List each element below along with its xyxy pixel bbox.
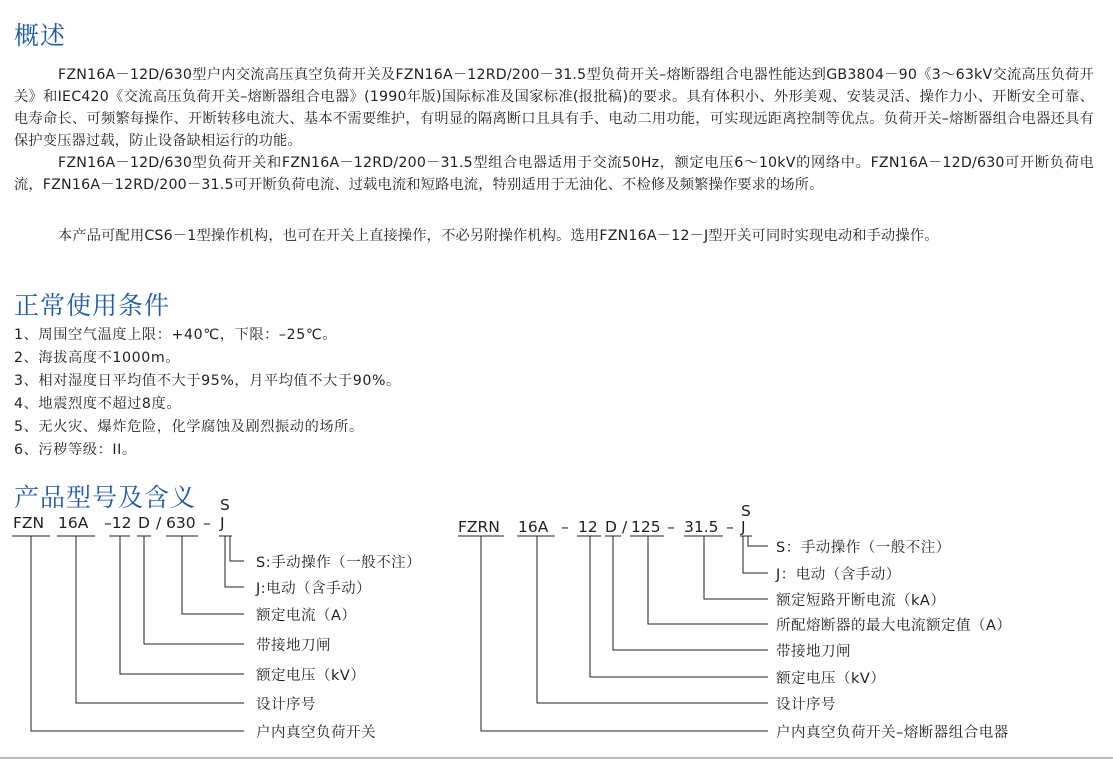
leader-fzrn xyxy=(481,536,768,731)
left-code-d: D xyxy=(138,514,150,532)
leader-fzn xyxy=(31,536,244,731)
condition-item-5: 5、无火灾、爆炸危险，化学腐蚀及剧烈振动的场所。 xyxy=(14,419,364,435)
conditions-heading: 正常使用条件 xyxy=(14,291,171,320)
left-label-design-no: 设计序号 xyxy=(256,697,316,713)
right-label-rated-voltage: 额定电压（kV） xyxy=(776,671,886,687)
left-label-j: J:电动（含手动） xyxy=(256,581,372,597)
left-code-slash: / xyxy=(156,514,162,532)
right-code-slash: / xyxy=(622,518,628,536)
right-code-dash-3: – xyxy=(726,518,734,536)
leader-rs xyxy=(748,536,768,546)
overview-paragraph-3: 本产品可配用CS6－1型操作机构，也可在开关上直接操作，不必另附操作机构。选用FZN16A－12－J型开关可同时实现电动和手动操作。 xyxy=(58,228,939,244)
right-code-fzrn: FZRN xyxy=(458,518,500,536)
right-label-s: S：手动操作（一般不注） xyxy=(776,540,951,556)
left-label-rated-current: 额定电流（A） xyxy=(256,608,357,624)
right-code-dash-1: – xyxy=(561,518,569,536)
condition-item-3: 3、相对湿度日平均值不大于95%，月平均值不大于90%。 xyxy=(14,373,401,389)
model-heading: 产品型号及含义 xyxy=(14,483,197,512)
left-code-j: J xyxy=(220,514,225,532)
leader-630 xyxy=(182,536,244,614)
condition-item-4: 4、地震烈度不超过8度。 xyxy=(14,396,182,412)
right-label-fuse-rating: 所配熔断器的最大电流额定值（A） xyxy=(776,618,1012,634)
condition-item-6: 6、污秽等级：II。 xyxy=(14,442,137,458)
leader-r12 xyxy=(590,536,768,677)
left-code-dash: – xyxy=(203,514,211,532)
left-code-fzn: FZN xyxy=(13,514,45,532)
right-label-earthing-switch: 带接地刀闸 xyxy=(776,644,851,660)
right-code-dash-2: – xyxy=(667,518,675,536)
leader-125 xyxy=(648,536,768,624)
left-code-12: –12 xyxy=(104,514,132,532)
right-code-315: 31.5 xyxy=(684,518,719,536)
left-code-630: 630 xyxy=(166,514,196,532)
left-code-16a: 16A xyxy=(58,514,89,532)
right-code-16a: 16A xyxy=(518,518,549,536)
footer-rule xyxy=(0,757,1113,759)
right-code-d: D xyxy=(605,518,617,536)
leader-16a xyxy=(76,536,244,703)
left-label-rated-voltage: 额定电压（kV） xyxy=(256,668,366,684)
right-label-breaking-current: 额定短路开断电流（kA） xyxy=(776,593,946,609)
overview-heading: 概述 xyxy=(14,21,67,50)
leader-315 xyxy=(704,536,768,599)
condition-item-2: 2、海拔高度不1000m。 xyxy=(14,350,181,366)
right-label-design-no: 设计序号 xyxy=(776,697,836,713)
leader-rd xyxy=(613,536,768,650)
leader-s xyxy=(230,536,244,561)
leader-r16a xyxy=(537,536,768,703)
right-label-j: J：电动（含手动） xyxy=(776,567,901,583)
right-s-mark: S xyxy=(741,502,751,520)
overview-paragraph-2: FZN16A－12D/630型负荷开关和FZN16A－12RD/200－31.5型组合电器适用于交流50Hz，额定电压6～10kV的网络中。FZN16A－12D/630可开断负荷电流，FZN16A－12RD/200－31.5可开断负荷电流、过载电流和短路电流，特别适用于无油化、不检修及频繁操作要求的场所。 xyxy=(14,155,1094,193)
right-label-type: 户内真空负荷开关–熔断器组合电器 xyxy=(776,725,1009,741)
leader-rj xyxy=(743,536,768,573)
right-code-j: J xyxy=(741,518,746,536)
right-code-12: 12 xyxy=(578,518,598,536)
left-label-type: 户内真空负荷开关 xyxy=(256,725,376,741)
overview-paragraph-1: FZN16A－12D/630型户内交流高压真空负荷开关及FZN16A－12RD/200－31.5型负荷开关–熔断器组合电器性能达到GB3804－90《3～63kV交流高压负荷开关》和IEC420《交流高压负荷开关–熔断器组合电器》(1990年版)国际标准及国家标准(报批稿)的要求。具有体积小、外形美观、安装灵活、操作力小、开断安全可靠、电寿命长、可频繁每操作、开断转移电流大、基本不需要维护，有明显的隔离断口且具有手、电动二用功能，可实现远距离控制等优点。负荷开关–熔断器组合电器还具有保护变压器过载，防止设备缺相运行的功能。 xyxy=(14,67,1094,149)
left-label-earthing-switch: 带接地刀闸 xyxy=(256,638,331,654)
leader-d xyxy=(144,536,244,644)
right-code-125: 125 xyxy=(631,518,661,536)
left-label-s: S:手动操作（一般不注） xyxy=(256,555,422,571)
left-s-mark: S xyxy=(220,496,230,514)
condition-item-1: 1、周围空气温度上限：+40℃，下限：–25℃。 xyxy=(14,327,338,343)
